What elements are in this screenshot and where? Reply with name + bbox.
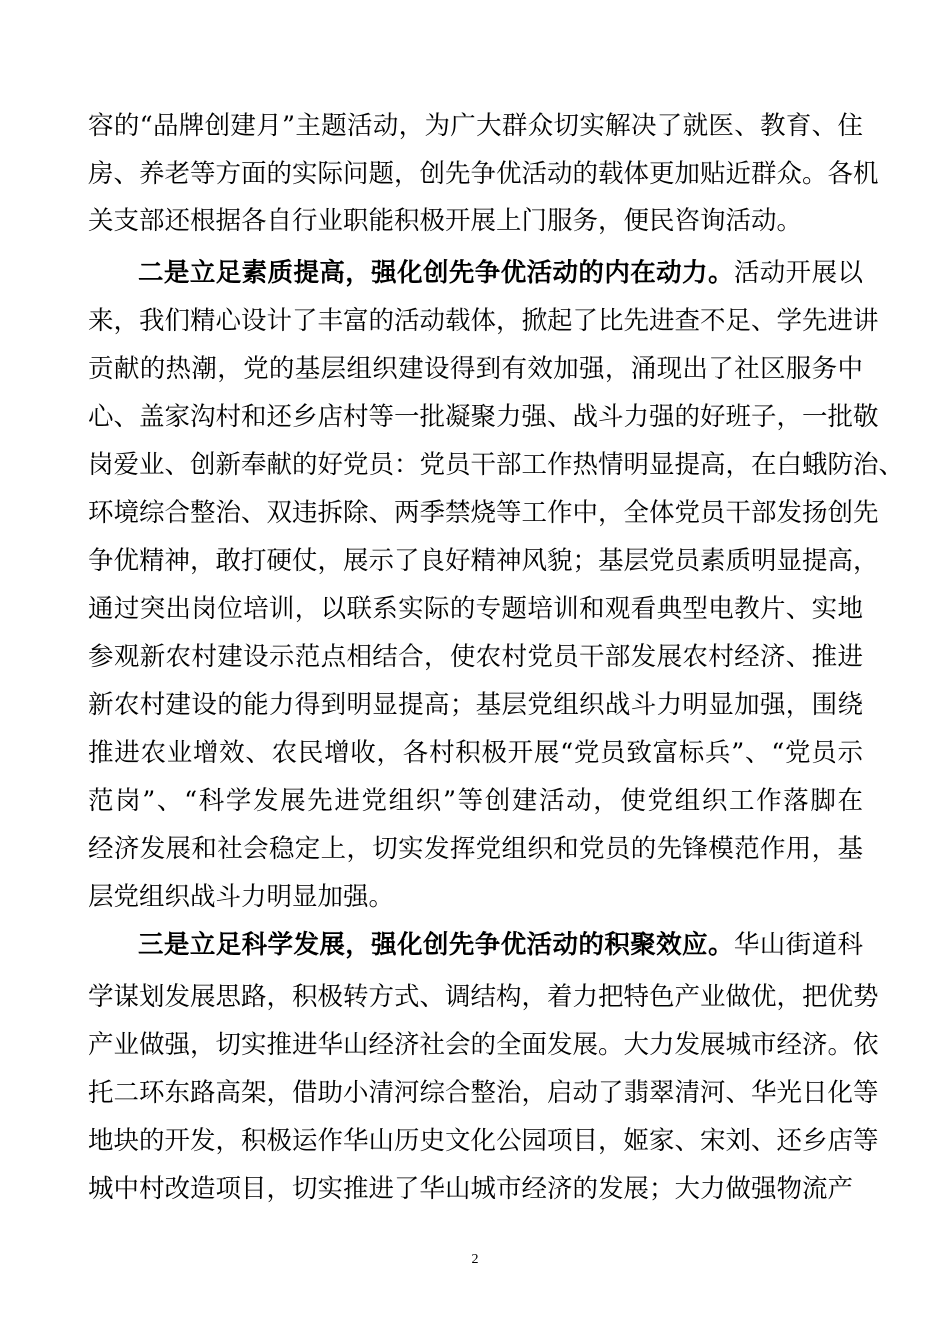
line-text: 参观新农村建设示范点相结合，使农村党员干部发展农村经济、推进 bbox=[88, 642, 863, 672]
text-line bbox=[88, 831, 863, 867]
line-text: 岗爱业、创新奉献的好党员：党员干部工作热情明显提高，在白蛾防治、 bbox=[88, 450, 905, 480]
line-text: 活动开展以 bbox=[733, 258, 863, 288]
text-line bbox=[88, 1075, 879, 1111]
text-line bbox=[88, 447, 905, 483]
text-line bbox=[88, 879, 863, 915]
line-text: 来，我们精心设计了丰富的活动载体，掀起了比先进查不足、学先进讲 bbox=[88, 306, 879, 336]
text-line bbox=[88, 591, 863, 627]
line-text: 层党组织战斗力明显加强。 bbox=[88, 882, 395, 912]
paragraph-lead-heading: 三是立足科学发展，强化创先争优活动的积聚效应。 bbox=[138, 930, 734, 960]
line-text: 地块的开发，积极运作华山历史文化公园项目，姬家、宋刘、还乡店等 bbox=[88, 1126, 879, 1156]
line-text: 环境综合整治、双违拆除、两季禁烧等工作中，全体党员干部发扬创先 bbox=[88, 498, 879, 528]
line-text: 贡献的热潮，党的基层组织建设得到有效加强，涌现出了社区服务中 bbox=[88, 354, 863, 384]
text-line bbox=[88, 495, 879, 531]
text-line bbox=[88, 203, 863, 239]
line-text: 城中村改造项目，切实推进了华山城市经济的发展；大力做强物流产 bbox=[88, 1174, 854, 1204]
line-text: 新农村建设的能力得到明显提高；基层党组织战斗力明显加强，围绕 bbox=[88, 690, 863, 720]
text-line bbox=[88, 1027, 879, 1063]
text-line bbox=[88, 687, 863, 723]
line-text: 关支部还根据各自行业职能积极开展上门服务，便民咨询活动。 bbox=[88, 206, 803, 236]
text-line bbox=[88, 1123, 879, 1159]
text-line bbox=[88, 351, 863, 387]
text-line bbox=[138, 255, 863, 291]
text-line bbox=[88, 639, 863, 675]
line-text: 学谋划发展思路，积极转方式、调结构，着力把特色产业做优，把优势 bbox=[88, 982, 879, 1012]
line-text: 房、养老等方面的实际问题，创先争优活动的载体更加贴近群众。各机 bbox=[88, 159, 879, 189]
line-text: 争优精神，敢打硬仗，展示了良好精神风貌；基层党员素质明显提高， bbox=[88, 546, 879, 576]
line-text: 经济发展和社会稳定上，切实发挥党组织和党员的先锋模范作用，基 bbox=[88, 834, 863, 864]
line-text: 容的“品牌创建月”主题活动，为广大群众切实解决了就医、教育、住 bbox=[88, 111, 863, 141]
text-line bbox=[88, 399, 879, 435]
line-text: 产业做强，切实推进华山经济社会的全面发展。大力发展城市经济。依 bbox=[88, 1030, 879, 1060]
text-line bbox=[88, 979, 879, 1015]
text-line bbox=[88, 783, 863, 819]
text-line bbox=[88, 543, 879, 579]
text-line bbox=[88, 303, 879, 339]
line-text: 推进农业增效、农民增收，各村积极开展“党员致富标兵”、“党员示 bbox=[88, 738, 863, 768]
page-number: 2 bbox=[471, 1252, 479, 1267]
line-text: 托二环东路高架，借助小清河综合整治，启动了翡翠清河、华光日化等 bbox=[88, 1078, 879, 1108]
line-text: 心、盖家沟村和还乡店村等一批凝聚力强、战斗力强的好班子，一批敬 bbox=[88, 402, 879, 432]
paragraph-lead-heading: 二是立足素质提高，强化创先争优活动的内在动力。 bbox=[138, 258, 734, 288]
line-text: 范岗”、“科学发展先进党组织”等创建活动，使党组织工作落脚在 bbox=[88, 786, 863, 816]
line-text: 通过突出岗位培训，以联系实际的专题培训和观看典型电教片、实地 bbox=[88, 594, 863, 624]
text-line bbox=[88, 735, 863, 771]
text-line bbox=[88, 156, 879, 192]
text-line bbox=[138, 927, 863, 963]
text-line bbox=[88, 108, 863, 144]
line-text: 华山街道科 bbox=[733, 930, 863, 960]
text-line bbox=[88, 1171, 863, 1207]
